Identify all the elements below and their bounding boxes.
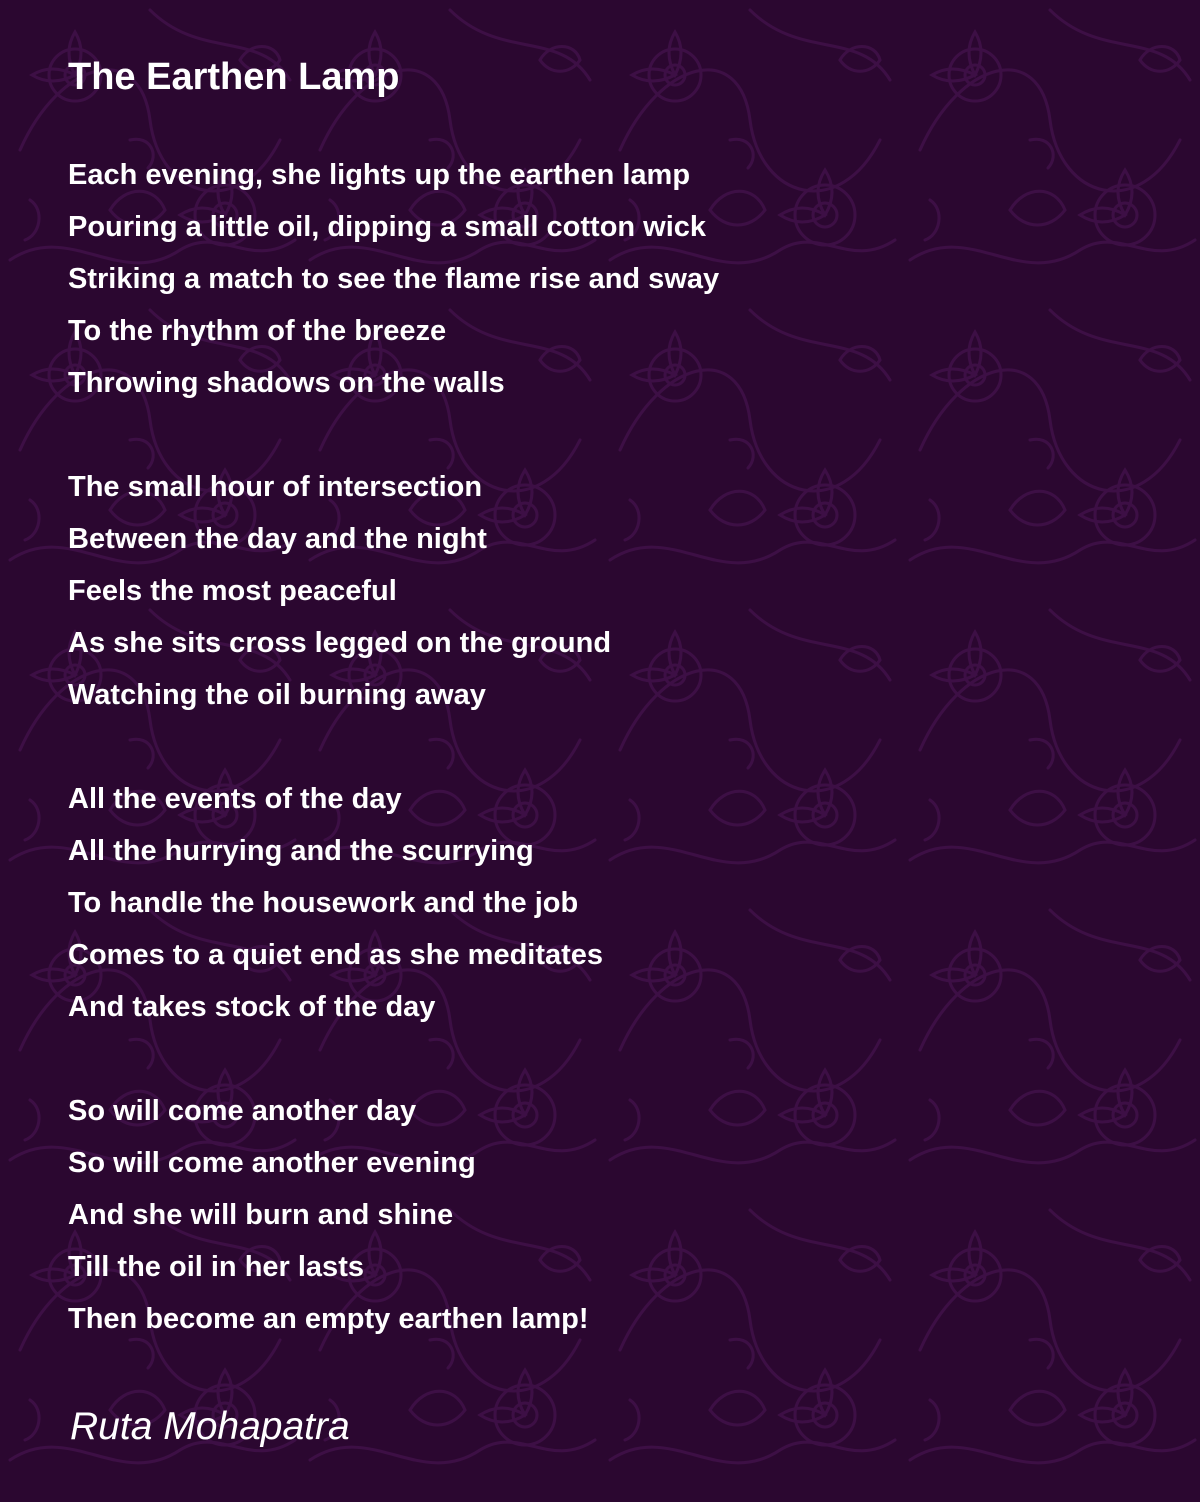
stanza-2 bbox=[68, 461, 1148, 721]
poem-line: So will come another evening bbox=[68, 1147, 476, 1179]
poem-line: To handle the housework and the job bbox=[68, 887, 579, 919]
poem-line: All the events of the day bbox=[68, 783, 402, 815]
poem-line: All the hurrying and the scurrying bbox=[68, 835, 534, 867]
poem-line: Each evening, she lights up the earthen lamp bbox=[68, 159, 691, 191]
poem-author: Ruta Mohapatra bbox=[70, 1405, 350, 1448]
stanza-1 bbox=[68, 149, 1148, 409]
poem-line: And she will burn and shine bbox=[68, 1199, 454, 1231]
poem-line: Pouring a little oil, dipping a small cotton wick bbox=[68, 211, 707, 243]
stanza-3 bbox=[68, 773, 1148, 1033]
poem-line: And takes stock of the day bbox=[68, 991, 436, 1023]
stanza-4 bbox=[68, 1085, 1148, 1345]
poem-line: Throwing shadows on the walls bbox=[68, 367, 505, 399]
poem-line: As she sits cross legged on the ground bbox=[68, 627, 612, 659]
poem-line: Then become an empty earthen lamp! bbox=[68, 1303, 589, 1335]
poem-line: Between the day and the night bbox=[68, 523, 487, 555]
poem-line: The small hour of intersection bbox=[68, 471, 483, 503]
poem-line: Striking a match to see the flame rise and sway bbox=[68, 263, 720, 295]
poem-line: Comes to a quiet end as she meditates bbox=[68, 939, 604, 971]
poem-line: So will come another day bbox=[68, 1095, 417, 1127]
poem-line: To the rhythm of the breeze bbox=[68, 315, 447, 347]
poem-body bbox=[68, 149, 1148, 1397]
poem-line: Feels the most peaceful bbox=[68, 575, 397, 607]
poem-line: Watching the oil burning away bbox=[68, 679, 486, 711]
poem-title: The Earthen Lamp bbox=[68, 56, 400, 98]
poem-line: Till the oil in her lasts bbox=[68, 1251, 364, 1283]
